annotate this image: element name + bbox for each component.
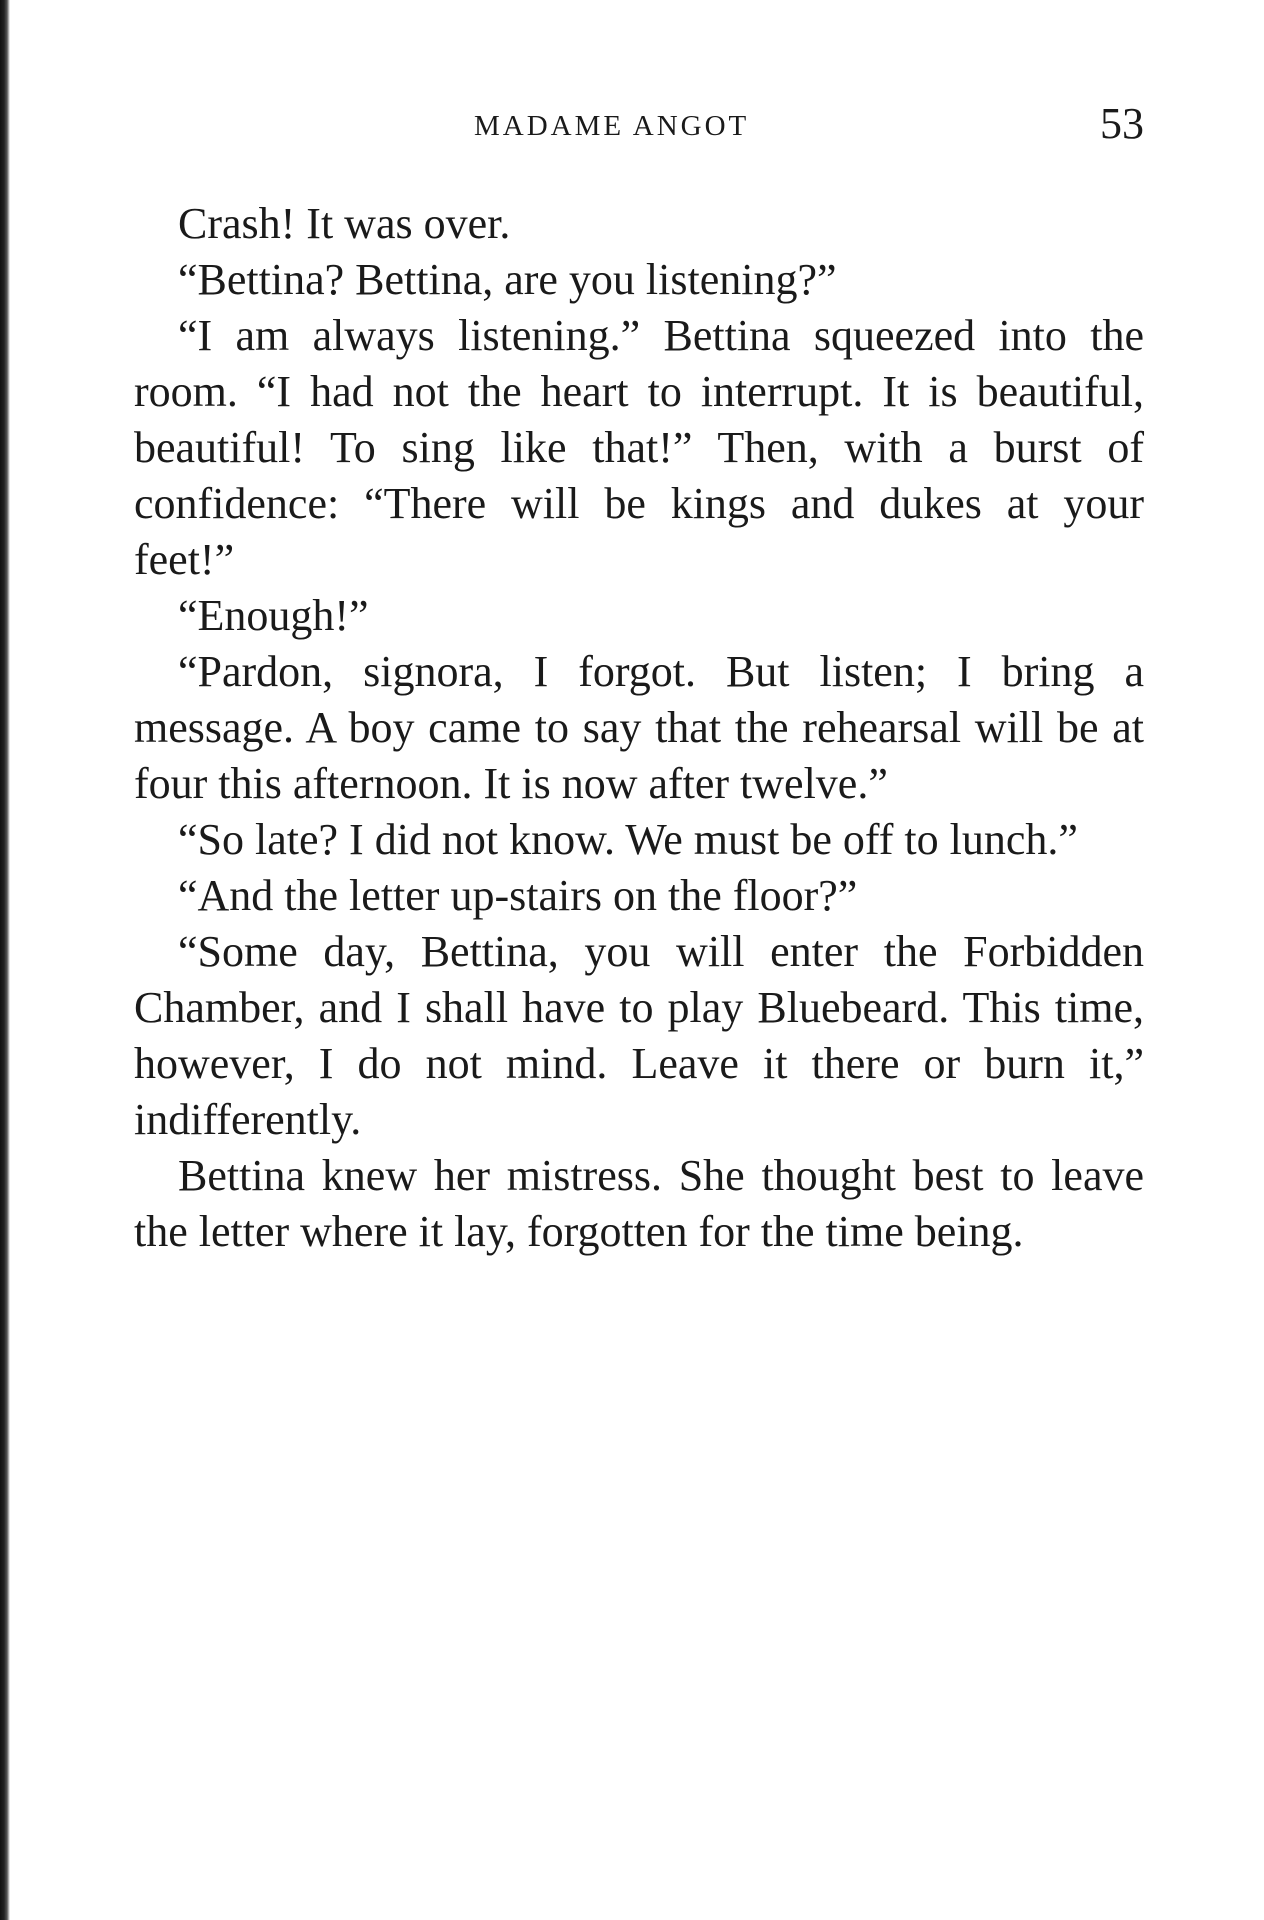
- body-text: [134, 196, 1144, 1260]
- paragraph: “Bettina? Bettina, are you listening?”: [178, 255, 837, 304]
- page-number: 53: [1100, 99, 1144, 148]
- paragraph: “Enough!”: [178, 591, 369, 640]
- paragraph: Bettina knew her mistress. She thought best to leave the letter where it lay, forgotten for the time being.: [134, 1151, 1144, 1256]
- running-title: MADAME ANGOT: [474, 110, 750, 142]
- paragraph: “Pardon, signora, I forgot. But listen; I bring a message. A boy came to say that the rehearsal will be at four this afternoon. It is now after twelve.”: [134, 647, 1144, 808]
- paragraph: “Some day, Bettina, you will enter the Forbidden Chamber, and I shall have to play Bluebeard. This time, however, I do not mind. Leave it there or burn it,” indifferently.: [134, 927, 1144, 1144]
- paragraph: “I am always listening.” Bettina squeezed into the room. “I had not the heart to interrupt. It is beautiful, beautiful! To sing like that!” Then, with a burst of confidence: “There will be kings and dukes at your feet!”: [134, 311, 1144, 584]
- paragraph: Crash! It was over.: [178, 199, 511, 248]
- paragraph: “So late? I did not know. We must be off to lunch.”: [178, 815, 1078, 864]
- book-spine-edge: [0, 0, 10, 1920]
- paragraph: “And the letter up-stairs on the floor?”: [178, 871, 858, 920]
- page-header: [134, 98, 1144, 158]
